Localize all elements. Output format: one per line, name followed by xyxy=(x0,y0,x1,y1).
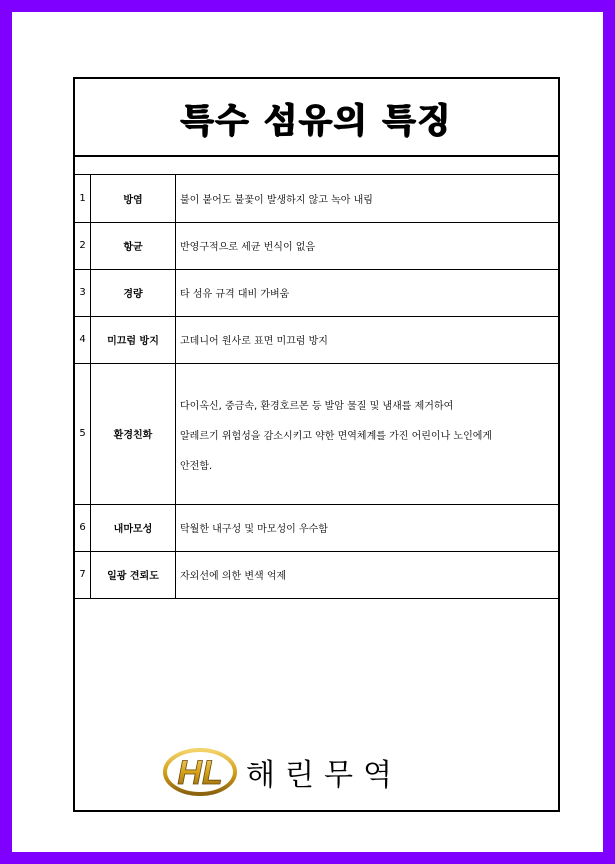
table-row xyxy=(75,269,560,316)
row-number: 1 xyxy=(75,175,91,222)
desc-line: 알레르기 위험성을 감소시키고 약한 면역체계를 가진 어린이나 노인에게 xyxy=(180,431,493,442)
desc-line: 안전함. xyxy=(180,461,213,472)
company-logo xyxy=(162,747,402,797)
table-row xyxy=(75,504,560,551)
table-row xyxy=(75,222,560,269)
feature-desc: 불이 붙어도 불꽃이 발생하지 않고 녹아 내림 xyxy=(176,175,561,222)
company-name: 해린무역 xyxy=(246,758,402,793)
feature-name: 방염 xyxy=(91,175,176,222)
feature-desc: 고데니어 원사로 표면 미끄럼 방지 xyxy=(176,316,561,363)
feature-name: 경량 xyxy=(91,269,176,316)
hl-logo-icon xyxy=(162,747,238,797)
row-number: 6 xyxy=(75,504,91,551)
feature-desc xyxy=(176,363,561,504)
table-row xyxy=(75,175,560,222)
table-row xyxy=(75,363,560,504)
feature-desc: 타 섬유 규격 대비 가벼움 xyxy=(176,269,561,316)
feature-desc: 반영구적으로 세균 번식이 없음 xyxy=(176,222,561,269)
feature-table xyxy=(75,175,560,599)
document-title: 특수 섬유의 특징 xyxy=(75,79,558,157)
row-number: 2 xyxy=(75,222,91,269)
feature-name: 미끄럼 방지 xyxy=(91,316,176,363)
row-number: 7 xyxy=(75,551,91,598)
row-number: 5 xyxy=(75,363,91,504)
document-sheet xyxy=(73,77,560,812)
table-row xyxy=(75,551,560,598)
row-number: 3 xyxy=(75,269,91,316)
feature-desc: 탁월한 내구성 및 마모성이 우수함 xyxy=(176,504,561,551)
feature-name: 환경친화 xyxy=(91,363,176,504)
svg-text:HL: HL xyxy=(177,754,223,792)
feature-name: 일광 견뢰도 xyxy=(91,551,176,598)
feature-name: 내마모성 xyxy=(91,504,176,551)
table-row xyxy=(75,316,560,363)
feature-name: 항균 xyxy=(91,222,176,269)
row-number: 4 xyxy=(75,316,91,363)
desc-line: 다이옥신, 중금속, 환경호르몬 등 발암 물질 및 냄새를 제거하여 xyxy=(180,401,454,412)
feature-desc: 자외선에 의한 변색 억제 xyxy=(176,551,561,598)
